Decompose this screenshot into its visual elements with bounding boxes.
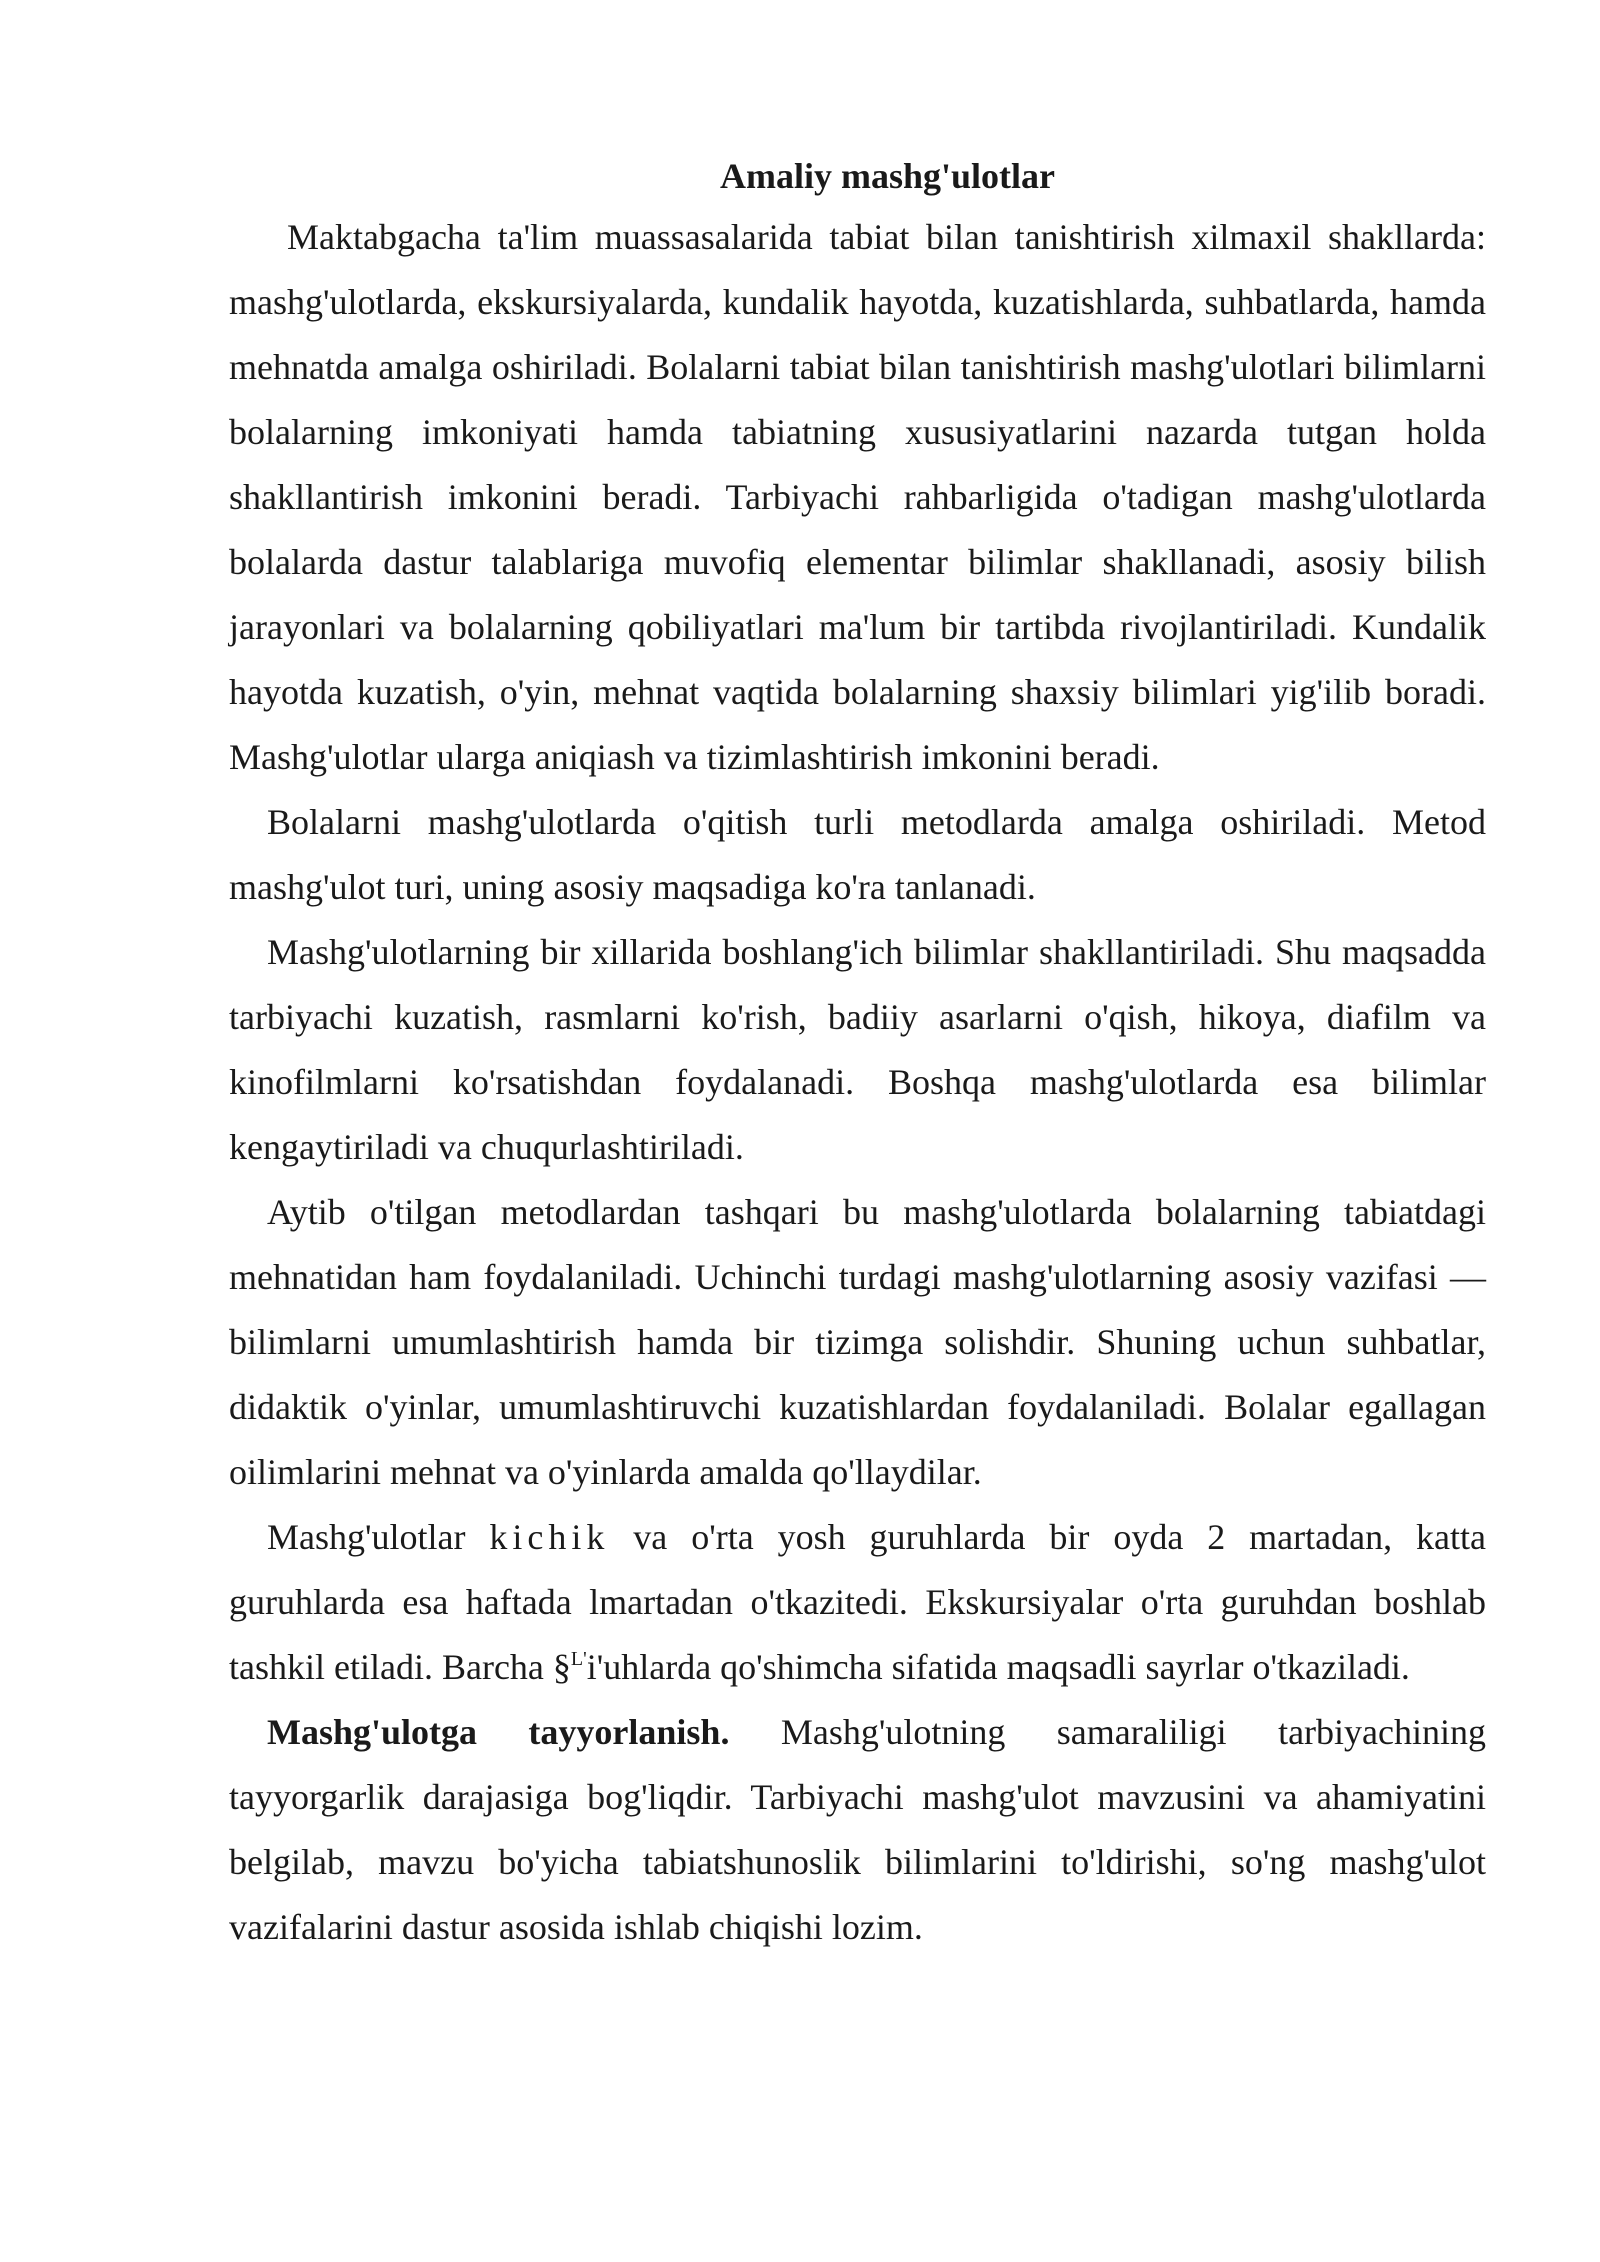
paragraph-5-spaced-word: kichik: [489, 1517, 610, 1557]
paragraph-5-text-b: va o'rta yosh guruhlarda bir oyda 2 martadan, katta guruhlarda esa haftada lmartadan o'tkazitedi. Ekskursiyalar o'rta guruhdan boshlab tashkil etiladi. Barcha §: [229, 1517, 1486, 1687]
paragraph-5-superscript: L': [570, 1648, 587, 1670]
document-body: [229, 148, 1486, 1960]
paragraph-5: [229, 1505, 1486, 1700]
paragraph-6-text: Mashg'ulotning samaraliligi tarbiyachining tayyorgarlik darajasiga bog'liqdir. Tarbiyachi mashg'ulot mavzusini va ahamiyatini belgilab, mavzu bo'yicha tabiatshunoslik bilimlarini to'ldirishi, so'ng mashg'ulot vazifalarini dastur asosida ishlab chiqishi lozim.: [229, 1712, 1487, 1947]
paragraph-6: [229, 1700, 1486, 1960]
paragraph-3: Mashg'ulotlarning bir xillarida boshlang'ich bilimlar shakllantiriladi. Shu maqsadda tarbiyachi kuzatish, rasmlarni ko'rish, badiiy asarlarni o'qish, hikoya, diafilm va kinofilmlarni ko'rsatishdan foydalanadi. Boshqa mashg'ulotlarda esa bilimlar kengaytiriladi va chuqurlashtiriladi.: [229, 932, 1486, 1167]
paragraph-2: Bolalarni mashg'ulotlarda o'qitish turli metodlarda amalga oshiriladi. Metod mashg'ulot turi, uning asosiy maqsadiga ko'ra tanlanadi.: [229, 802, 1486, 907]
paragraph-5-text-c: i'uhlarda qo'shimcha sifatida maqsadli sayrlar o'tkaziladi.: [586, 1647, 1410, 1687]
paragraph-4: Aytib o'tilgan metodlardan tashqari bu mashg'ulotlarda bolalarning tabiatdagi mehnatidan ham foydalaniladi. Uchinchi turdagi mashg'ulotlarning asosiy vazifasi — bilimlarni umumlashtirish hamda bir tizimga solishdir. Shuning uchun suhbatlar, didaktik o'yinlar, umumlashtiruvchi kuzatishlardan foydalaniladi. Bolalar egallagan oilimlarini mehnat va o'yinlarda amalda qo'llaydilar.: [229, 1192, 1486, 1492]
paragraph-5-text-a: Mashg'ulotlar: [267, 1517, 490, 1557]
document-title: Amaliy mashg'ulotlar: [719, 156, 1055, 196]
paragraph-1: Maktabgacha ta'lim muassasalarida tabiat bilan tanishtirish xilmaxil shakllarda: mashg'ulotlarda, ekskursiyalarda, kundalik hayotda, kuzatishlarda, suhbatlarda, hamda mehnatda amalga oshiriladi. Bolalarni tabiat bilan tanishtirish mashg'ulotlari bilimlarni bolalarning imkoniyati hamda tabiatning xususiyatlarini nazarda tutgan holda shakllantirish imkonini beradi. Tarbiyachi rahbarligida o'tadigan mashg'ulotlarda bolalarda dastur talablariga muvofiq elementar bilimlar shakllanadi, asosiy bilish jarayonlari va bolalarning qobiliyatlari ma'lum bir tartibda rivojlantiriladi. Kundalik hayotda kuzatish, o'yin, mehnat vaqtida bolalarning shaxsiy bilimlari yig'ilib boradi. Mashg'ulotlar ularga aniqiash va tizimlashtirish imkonini beradi.: [229, 217, 1486, 777]
paragraph-6-heading: Mashg'ulotga tayyorlanish.: [267, 1712, 730, 1752]
